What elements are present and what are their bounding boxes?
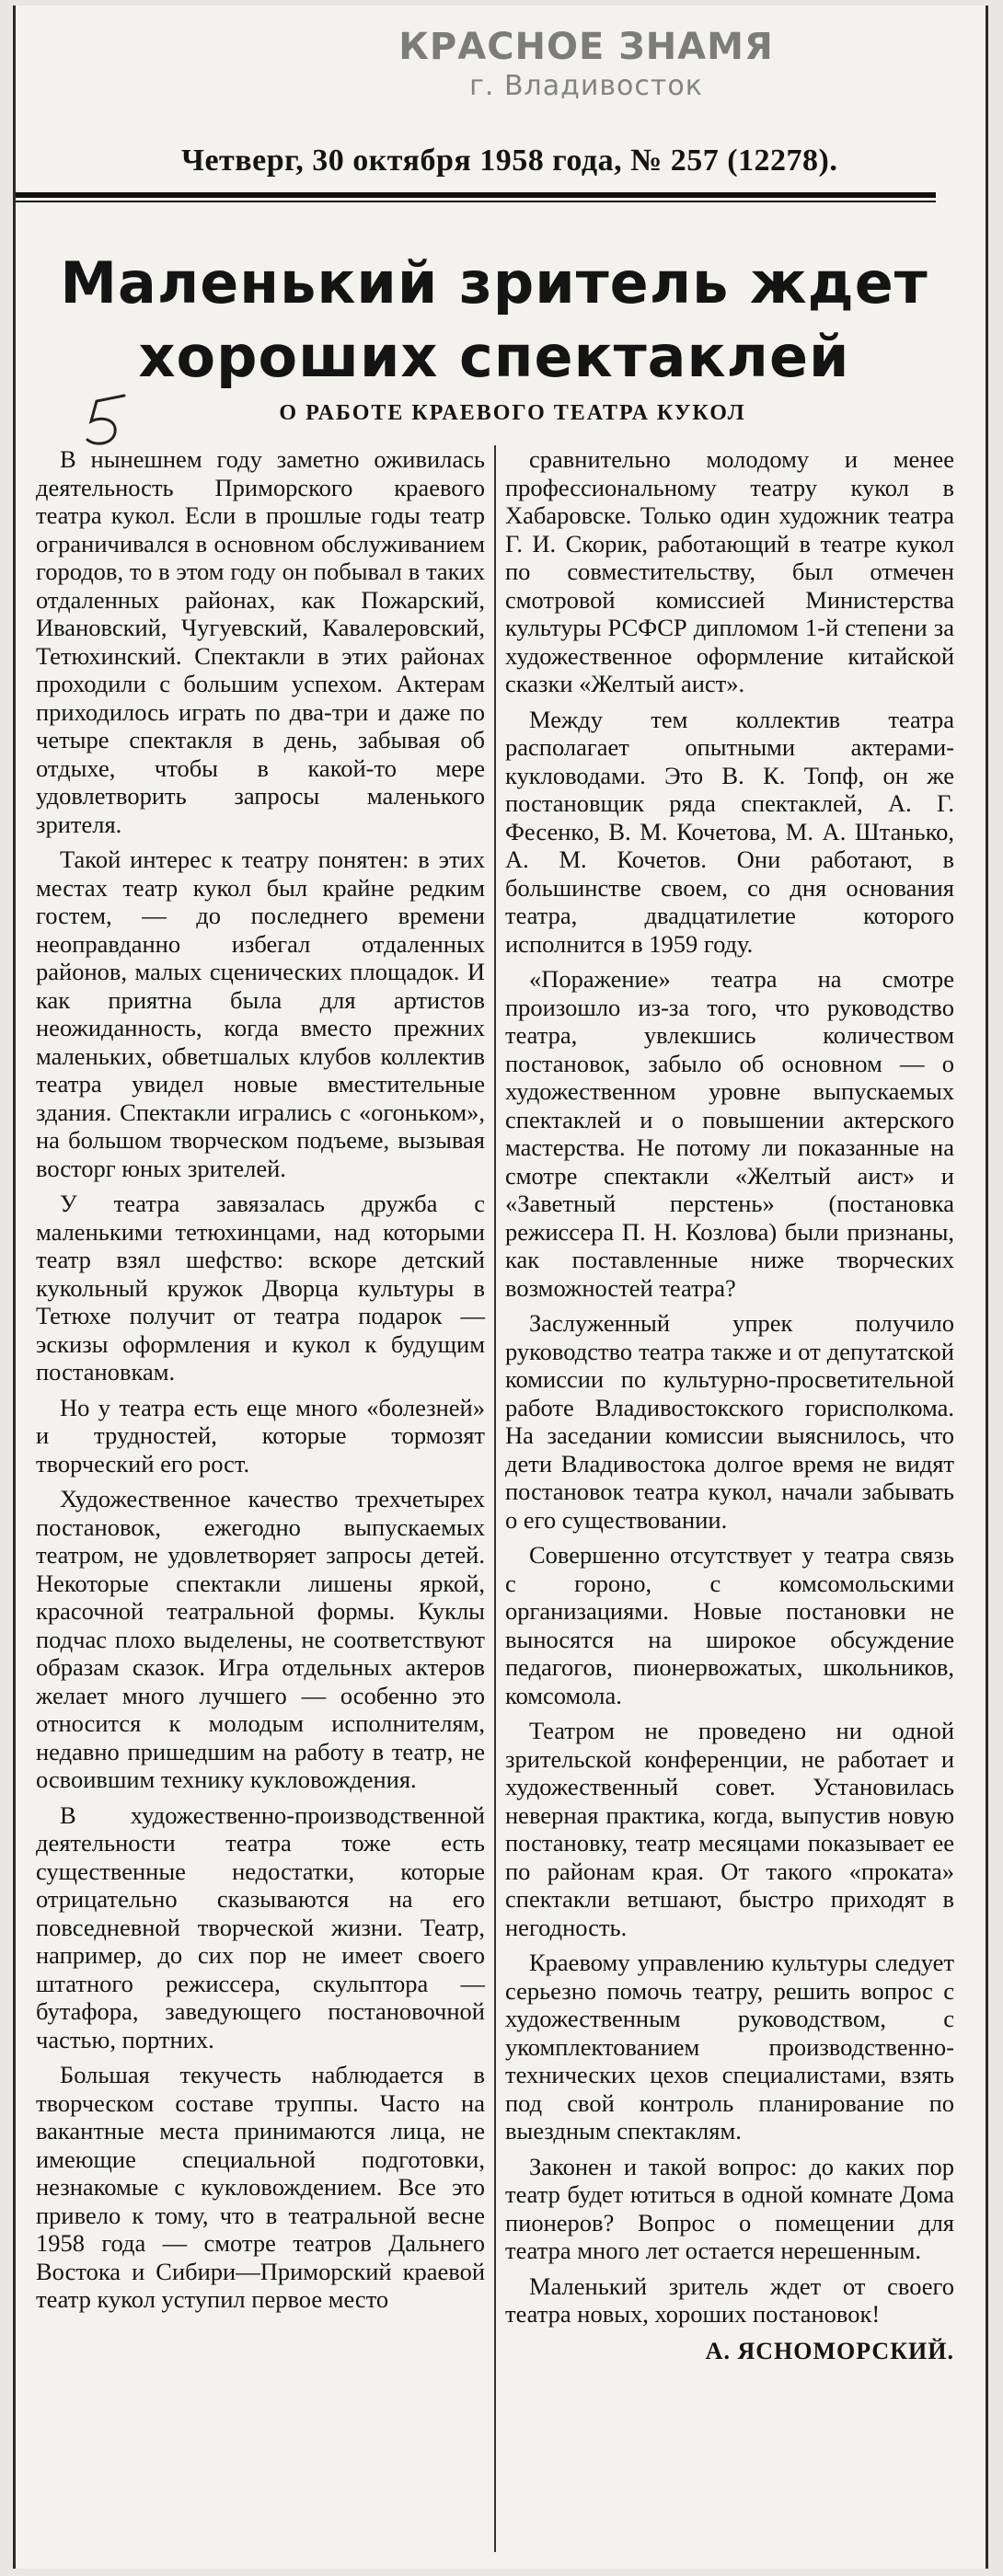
article-paragraph: В нынешнем году заметно оживилась деятельность Приморского краевого театра кукол. Если в прошлые годы театр ограничивался в основном обслуживанием городов, то в этом году он побывал в таких отдаленных районах, как Пожарский, Ивановский, Чугуевский, Кавалеровский, Тетюхинский. Спектакли в этих районах проходили с большим успехом. Актерам приходилось играть по два-три и даже по четыре спектакля в день, забывая об отдыхе, чтобы в какой-то мере удовлетворить запросы маленького зрителя. xyxy=(36,445,485,838)
article-paragraph: Театром не проведено ни одной зрительской конференции, не работает и художественный совет. Установилась неверная практика, когда, выпустив новую постановку, театр месяцами показывает ее по районам края. От такого «проката» спектакли ветшают, быстро приходят в негодность. xyxy=(505,1717,954,1941)
archive-stamp xyxy=(393,26,779,102)
article-subheading: О РАБОТЕ КРАЕВОГО ТЕАТРА КУКОЛ xyxy=(279,401,746,425)
stamp-city: г. Владивосток xyxy=(469,70,703,102)
article-paragraph: Краевому управлению культуры следует серьезно помочь театру, решить вопрос с художественным руководством, с укомплектованием производственно-технических цехов специалистами, взять под свой контроль планирование по выездным спектаклям. xyxy=(505,1949,954,2145)
article-paragraph: Между тем коллектив театра располагает опытными актерами-кукловодами. Это В. К. Топф, он же постановщик ряда спектаклей, А. Г. Фесенко, В. М. Кочетова, М. А. Штанько, А. М. Кочетов. Они работают, в большинстве своем, со дня основания театра, двадцатилетие которого исполнится в 1959 году. xyxy=(505,705,954,958)
article-paragraph: Художественное качество трехчетырех постановок, ежегодно выпускаемых театром, не удовлетворяет запросы детей. Некоторые спектакли лишены яркой, красочной театральной формы. Куклы подчас плохо выделены, не соответствуют образам сказок. Игра отдельных актеров желает много лучшего — особенно это относится к молодым исполнителям, недавно пришедшим на работу в театр, не освоившим технику кукловождения. xyxy=(36,1485,485,1793)
newspaper-page xyxy=(13,6,988,2569)
article-paragraph: сравнительно молодому и менее профессиональному театру кукол в Хабаровске. Только один художник театра Г. И. Скорик, работающий в театре кукол по совместительству, был отмечен смотровой комиссией Министерства культуры РСФСР дипломом 1-й степени за художественное оформление китайской сказки «Желтый аист». xyxy=(505,445,954,697)
column-divider xyxy=(494,445,496,2552)
article-paragraph: Совершенно отсутствует у театра связь с гороно, с комсомольскими организациями. Новые постановки не выносятся на широкое обсуждение педагогов, пионервожатых, школьников, комсомола. xyxy=(505,1541,954,1709)
article-paragraph: В художественно-производственной деятельности театра тоже есть существенные недостатки, которые отрицательно сказываются на его повседневной творческой жизни. Театр, например, до сих пор не имеет своего штатного режиссера, скульптора — бутафора, заведующего постановочной частью, портних. xyxy=(36,1800,485,2053)
author-signature: А. ЯСНОМОРСКИЙ. xyxy=(705,2337,954,2364)
article-paragraph: Большая текучесть наблюдается в творческом составе труппы. Часто на вакантные места принимаются лица, не имеющие специальной подготовки, незнакомые с кукловождением. Все это привело к тому, что в театральной весне 1958 года — смотре театров Дальнего Востока и Сибири—Приморский краевой театр кукол уступил первое место xyxy=(36,2061,485,2313)
article-paragraph: Но у театра есть еще много «болезней» и трудностей, которые тормозят творческий его рост. xyxy=(36,1393,485,1478)
header-rule xyxy=(16,192,936,202)
issue-dateline: Четверг, 30 октября 1958 года, № 257 (12278). xyxy=(181,144,838,178)
article-paragraph: У театра завязалась дружба с маленькими тетюхинцами, над которыми театр взял шефство: вскоре детский кукольный кружок Дворца культуры в Тетюхе получит от театра подарок — эскизы оформления и кукол к будущим постановкам. xyxy=(36,1190,485,1386)
article-paragraph: Такой интерес к театру понятен: в этих местах театр кукол был крайне редким гостем, — до последнего времени неоправданно избегал отдаленных районов, малых сценических площадок. И как приятна была для артистов неожиданность, когда вместо прежних маленьких, обветшалых клубов коллектив театра увидел новые вместительные здания. Спектакли игрались с «огоньком», на большом творческом подъеме, вызывая восторг юных зрителей. xyxy=(36,845,485,1182)
headline-line-2: хороших спектаклей xyxy=(138,323,850,390)
article-paragraph: Маленький зритель ждет от своего театра новых, хороших постановок! xyxy=(505,2271,954,2328)
headline-line-1: Маленький зритель ждет xyxy=(60,249,928,316)
article-paragraph: «Поражение» театра на смотре произошло из-за того, что руководство театра, увлекшись количеством постановок, забыло об основном — о художественном уровне выпускаемых спектаклей и о повышении актерского мастерства. Не потому ли показанные на смотре спектакли «Желтый аист» и «Заветный перстень» (постановка режиссера П. Н. Козлова) были признаны, как поставленные ниже творческих возможностей театра? xyxy=(505,965,954,1302)
article-headline xyxy=(52,247,936,394)
article-paragraph: Заслуженный упрек получило руководство театра также и от депутатской комиссии по культурно-просветительной работе Владивостокского горисполкома. На заседании комиссии выяснилось, что дети Владивостока долгое время не видят постановок театра кукол, начали забывать о его существовании. xyxy=(505,1309,954,1534)
right-column xyxy=(505,445,954,2365)
stamp-newspaper-name: КРАСНОЕ ЗНАМЯ xyxy=(398,26,774,68)
left-column xyxy=(36,445,485,2321)
article-paragraph: Законен и такой вопрос: до каких пор театр будет ютиться в одной комнате Дома пионеров? Вопрос о помещении для театра много лет остается нерешенным. xyxy=(505,2152,954,2264)
